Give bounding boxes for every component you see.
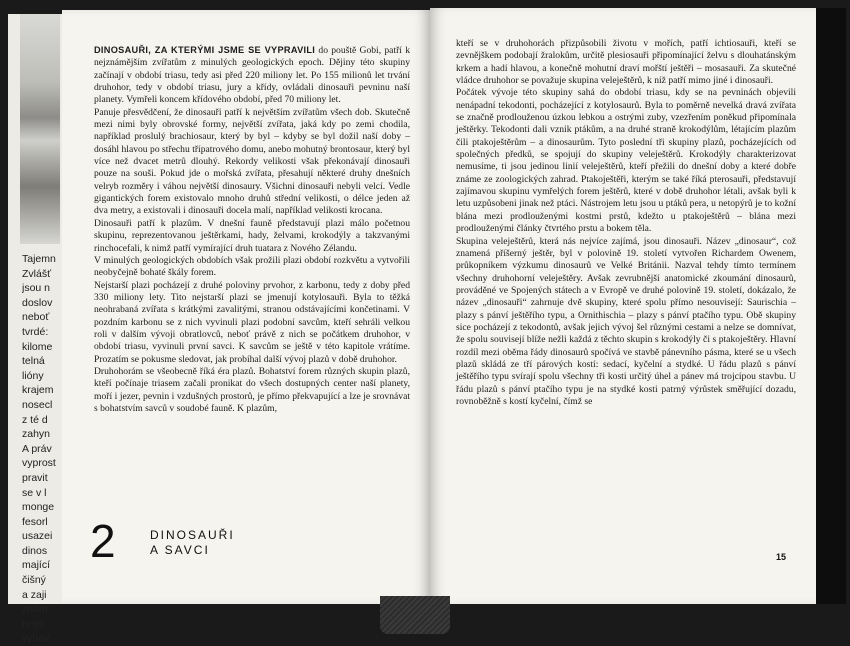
adjacent-page-line: monge xyxy=(22,501,55,514)
left-paragraph: Panuje přesvědčení, že dinosauři patří k největším zvířatům všech dob. Skutečně mezi nimi byly obrovské formy, největší zvířata, jaká kdy po zemi chodila, například proslulý brachiosaur, který by byl – kdyby se byl dožil naší doby – dosáhl hlavou po střechu třípatrového domu, anebo mohutný brontosaur, který byl více než dvacet metrů dlouhý. Rekordy velikosti však překonávají dinosauři pouze na souši. Pokud jde o mořská zvířata, přesahují některé druhy dnešních velryb rozměry i váhou největší dinosaury. Všichni dinosauři nebyli velcí. Vedle gigantických forem existovalo mnoho druhů střední velikosti, o délce jeden až dva metry, a existovali i dinosauři docela malí, například velikosti krocana. xyxy=(94,106,410,217)
adjacent-page-line: doslov xyxy=(22,296,53,309)
adjacent-page-line: čišný xyxy=(22,574,46,587)
adjacent-page-line: usazei xyxy=(22,530,53,543)
adjacent-page-line: Tajemn xyxy=(22,253,56,265)
opening-heading: DINOSAUŘI, ZA KTERÝMI JSME SE VYPRAVILI xyxy=(94,45,316,55)
right-paragraph: Skupina veleještěrů, která nás nejvíce zajímá, jsou dinosauři. Název „dinosaur“, což znamená příšerný ještěr, byl v polovině 19. století vytvořen Richardem Owenem, průkopníkem výzkumu dinosaurů ve Velké Británii. Nazval tehdy tímto termínem všechny druhohorní veleještěry. Avšak zevrubnější anatomické zkoumání dinosaurů, prováděné ve Spojených státech a v Evropě ve druhé polovině 19. století, dokázalo, že název „dinosauři“ zahrnuje dvě skupiny, které spolu přímo nesouvisejí: Saurischia – plazy s pánví ještěřího typu, a Ornithischia – plazy s pánví ptačího typu. Obě skupiny sice pocházejí z tekodontů, avšak jejich vývoj šel různými cestami a nelze se domnívat, že spolu souvisejí blíže nežli každá z těchto skupin s krokodýly či s ptakoještěry. Hlavní rozdíl mezi oběma řády dinosaurů spočívá ve stavbě pánevního pásma, které se u všech plazů skládá ze tří párových kostí: sedací, kyčelní a stydké. U řádu plazů s pánví ještěřího typu svírají spolu všechny tři kosti určitý úhel a pánev má trojcípou stavbu. U řádu plazů s pánví ptačího typu je na stydké kosti patrný výrůstek směřující dozadu, rovnoběžně s kostí kyčelní, čímž se xyxy=(456,235,796,407)
adjacent-page-line: vybav xyxy=(22,632,50,645)
right-paragraph: Počátek vývoje této skupiny sahá do období triasu, kdy se na pevninách objevili nenápadní tekodonti, pocházející z kotylosaurů. Byla to poměrně nevelká dravá zvířata se značně prodlouženou úzkou lebkou a ostrými zuby, vzezřením poněkud připomínala ještěrky. Tekodonti dali vznik ptákům, a na druhé straně krokodýlům, létajícím plazům čili ptakoještěrům – a dinosaurům. Tyto poslední tři skupiny plazů, pocházejících od společných předků, se spojují do skupiny veleještěrů. Krokodýly charakterizovat nemusíme, ti jsou jedinou linií veleještěrů, kteří přežili do dnešní doby a které dobře známe ze zoologických zahrad. Ptakoještěři, kterým se také říká pterosauři, představují zajímavou skupinu vymřelých forem ještěrů, které v době druhohor létali, avšak byli k letu uzpůsobeni jinak než ptáci. Nástrojem letu jsou u ptáků pera, u netopýrů je to kožní blána mezi prodlouženými kostmi prstů, kdežto u ptakoještěrů – blána mezi prodlouženými články čtvrtého prstu a bokem těla. xyxy=(456,87,796,235)
left-paragraph: do pouště Gobi, patří k nejznámějším zvířatům z minulých geologických epoch. Dějiny této skupiny začínají v období triasu, tedy asi před 220 miliony let. Po 155 milionů let trvání druhohor, tedy v období triasu, jury a křídy, ovládali dinosauři pevninu naší planety. Vymřeli koncem křídového období, před 70 miliony let. xyxy=(94,45,410,106)
adjacent-page-line: neboť xyxy=(22,311,50,324)
adjacent-page-line: pravit xyxy=(22,471,48,484)
left-paragraph: Druhohorám se všeobecně říká éra plazů. Bohatství forem různých skupin plazů, kteří počínaje triasem začali pronikat do všech dostupných center naší planety, moří i jezer, pevnin i vzdušných prostorů, je přímo překvapující a lze je srovnávat s bohatstvím savců v soudobé fauně. K plazům, xyxy=(94,365,410,414)
adjacent-page-line: dinos xyxy=(22,544,48,557)
adjacent-page-line: krajem xyxy=(22,384,54,397)
adjacent-page-line: tvrdé: xyxy=(22,325,49,338)
left-page-text xyxy=(94,44,410,415)
bookmark-ribbon xyxy=(380,596,450,634)
adjacent-page-line: nejdr xyxy=(22,617,46,630)
chapter-number: 2 xyxy=(90,515,116,567)
adjacent-page-text xyxy=(22,252,62,646)
landscape-photo xyxy=(20,14,60,244)
right-paragraph: kteří se v druhohorách přizpůsobili životu v mořích, patří ichtiosauři, kteří se zevnějškem podobají žralokům, určitě plesiosauři připomínající želvu s dlouhatánským krkem a hadí hlavou, a konečně mohutní draví mořští ještěři – mosasauři. Za skutečné vládce druhohor se považuje skupina veleještěrů, k níž patří mimo jiné i dinosauři. xyxy=(456,38,796,87)
adjacent-page-line: fesorl xyxy=(22,515,48,528)
adjacent-page-line: se v l xyxy=(22,486,47,499)
book-edge xyxy=(816,8,846,604)
adjacent-page-line: z té d xyxy=(22,413,48,426)
left-paragraph: V minulých geologických obdobích však prožili plazi období rozkvětu a vytvořili neobyčejně bohaté škály forem. xyxy=(94,254,410,279)
left-paragraph: Dinosauři patří k plazům. V dnešní fauně představují plazi málo početnou skupinu, reprezentovanou ještěrkami, hady, želvami, krokodýly a takzvanými rinchocefali, k nimž patří vymírající druh tuatara z Nového Zélandu. xyxy=(94,217,410,254)
chapter-title-line: A SAVCI xyxy=(150,543,210,557)
adjacent-page-line: jsou n xyxy=(22,282,51,295)
adjacent-page-line: vyprost xyxy=(22,457,56,470)
adjacent-page-line: Zvlášť xyxy=(22,267,52,280)
adjacent-page-line: mající xyxy=(22,559,51,572)
page-number: 15 xyxy=(775,552,786,562)
right-page-text xyxy=(456,38,796,408)
left-page xyxy=(62,10,430,604)
adjacent-page-line: lióny xyxy=(22,369,44,382)
adjacent-page-line: zahyn xyxy=(22,428,51,441)
chapter-title xyxy=(150,528,235,558)
adjacent-page-line: nosecl xyxy=(22,398,53,411)
adjacent-page-line: telná xyxy=(22,355,45,368)
right-page xyxy=(430,8,816,604)
chapter-title-line: DINOSAUŘI xyxy=(150,528,235,542)
adjacent-page-line: a zaji xyxy=(22,588,47,601)
adjacent-page-line: kilome xyxy=(22,340,53,353)
left-paragraph: Nejstarší plazi pocházejí z druhé poloviny prvohor, z karbonu, tedy z doby před 330 miliony lety. Tito nejstarší plazi se jmenují kotylosauři. Byla to těžká neohrabaná zvířata s krátkými zavalitými, stranou odstávajícími končetinami. V pozdním karbonu se z nich vyvinuli plazi podobní savcům, kteří sehráli velkou roli v dalším vývoji obratlovců, neboť právě z nich se počátkem druhohor, v období triasu, vyvinuli první savci. K savcům se ještě v této kapitole vrátíme. Prozatím se pokusme sledovat, jak probíhal další vývoj plazů v době druhohor. xyxy=(94,279,410,365)
adjacent-page-line: A práv xyxy=(22,442,52,455)
adjacent-page-line: znání xyxy=(22,603,48,616)
